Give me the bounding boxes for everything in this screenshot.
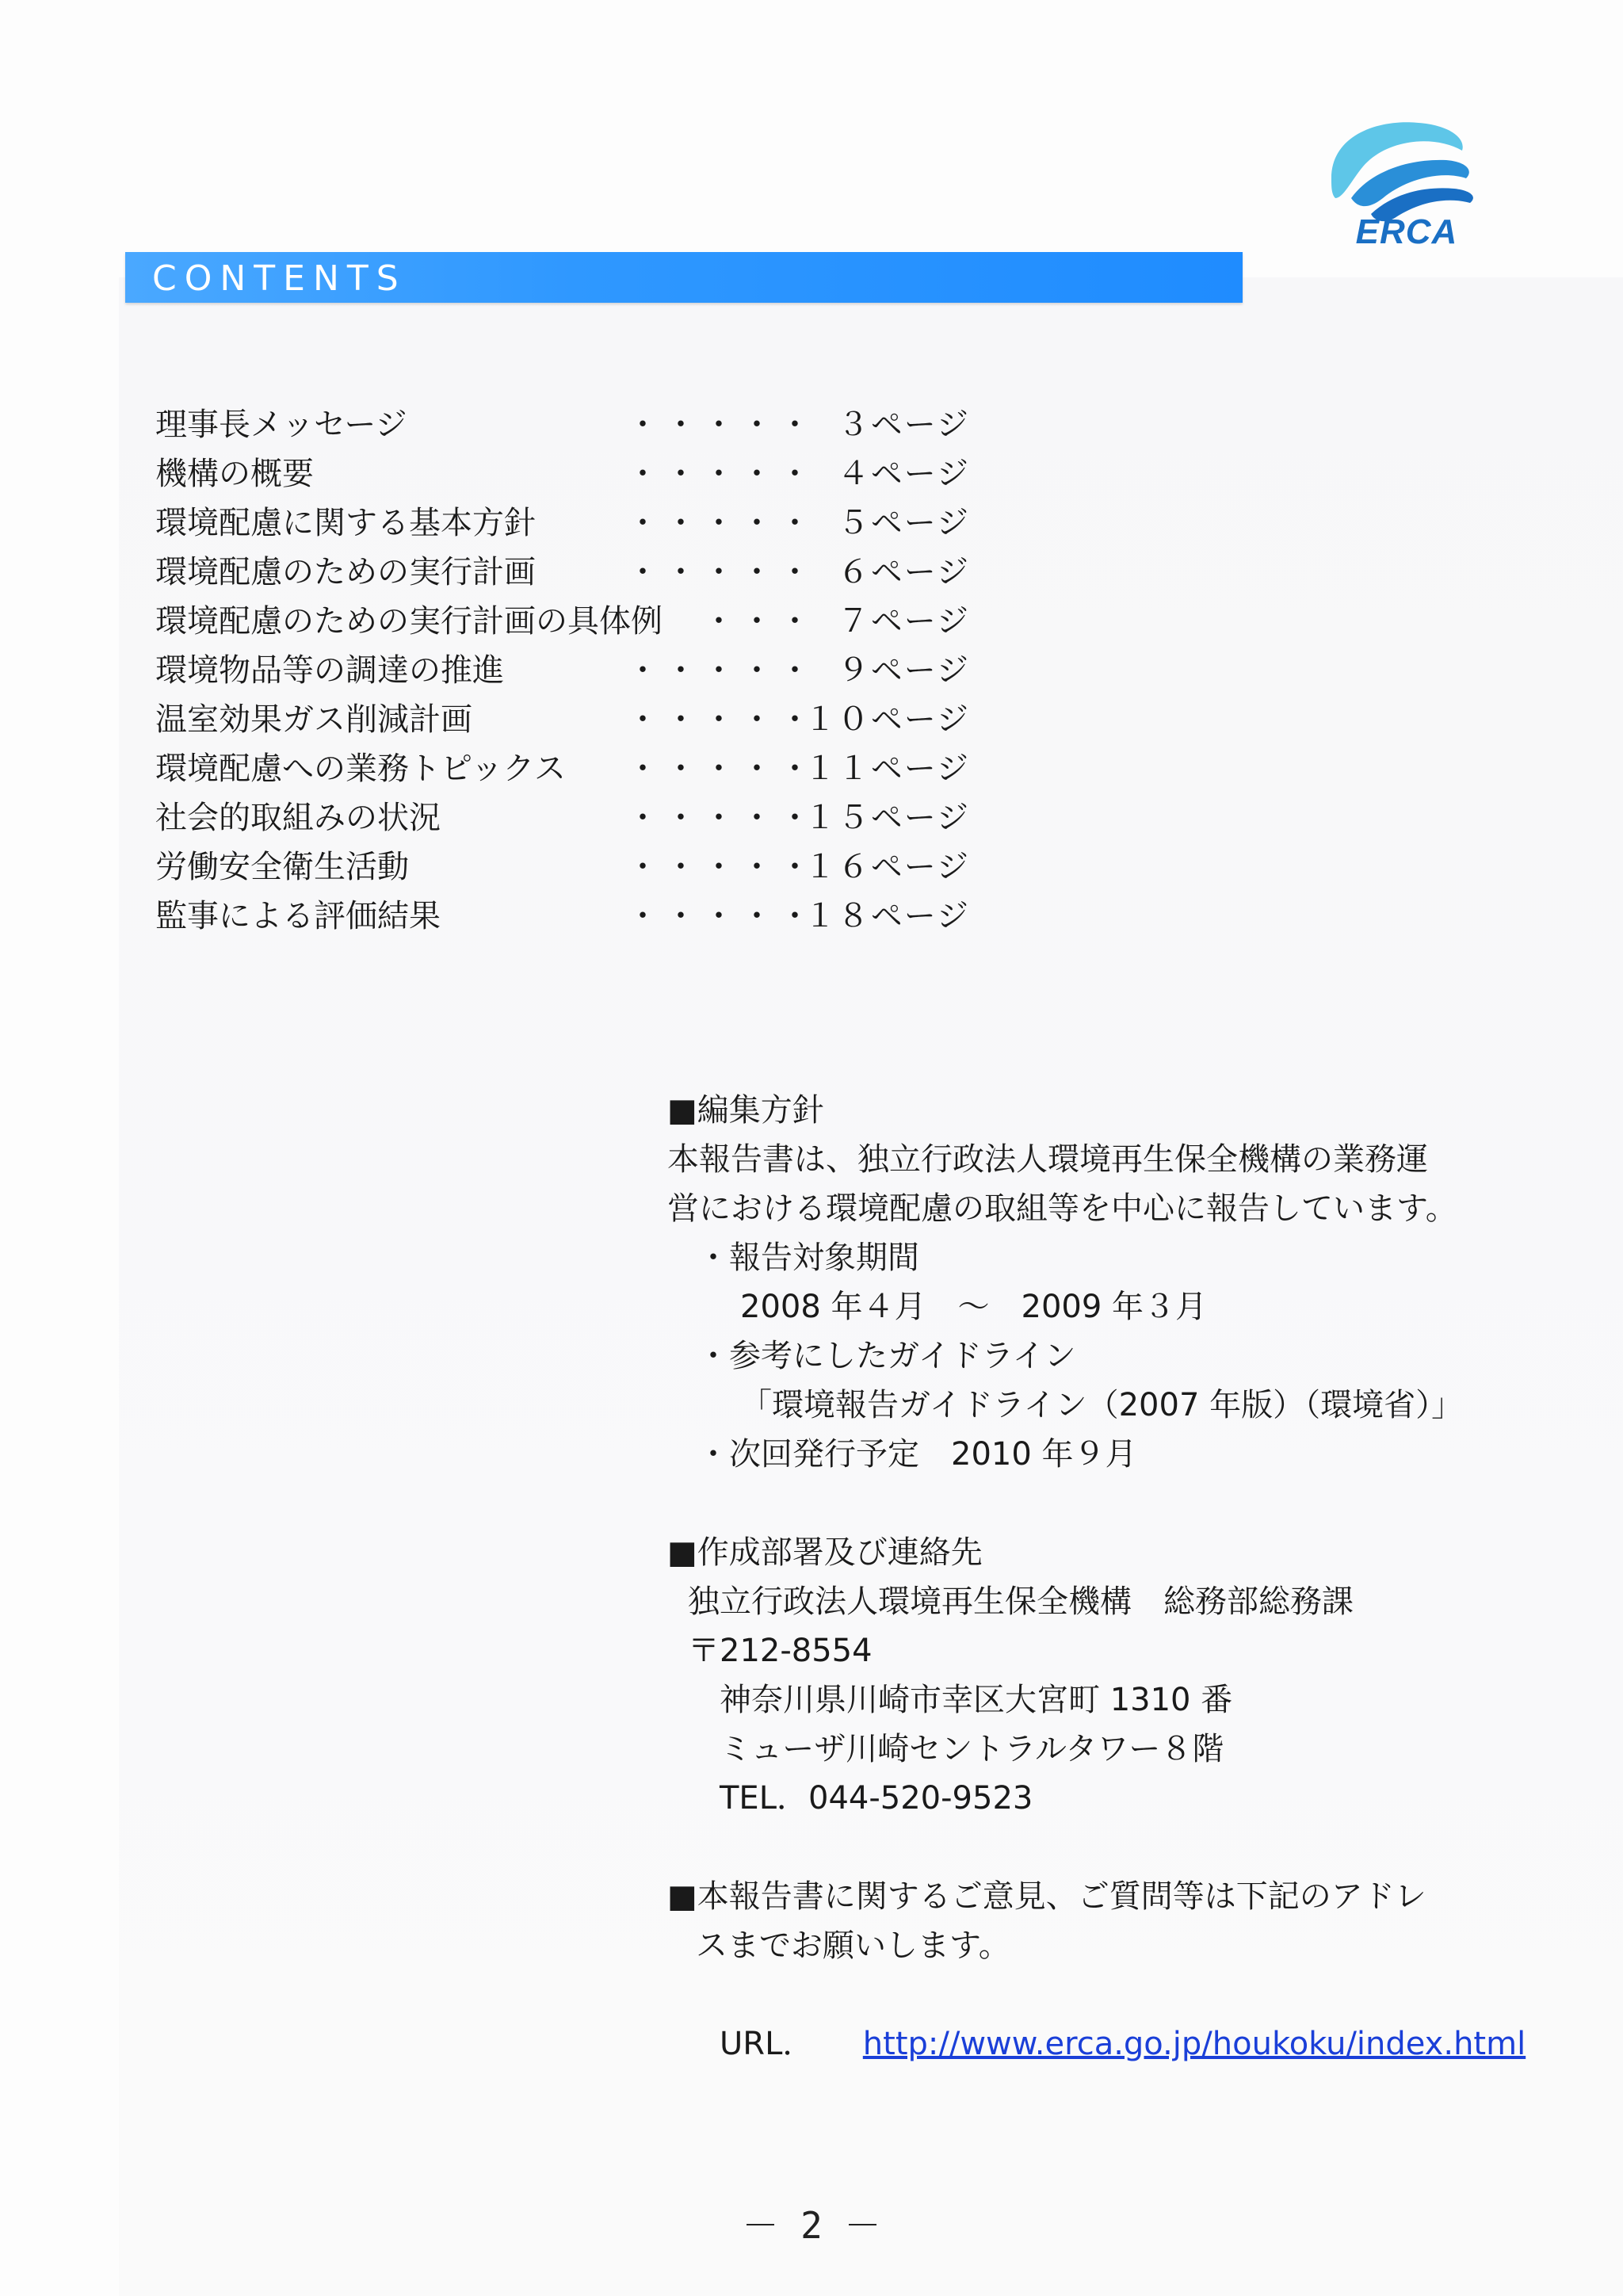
toc-item-page: １５ページ bbox=[804, 800, 970, 836]
contact-heading: ■作成部署及び連絡先 bbox=[667, 1534, 983, 1571]
toc-item-dots: ・・・・・ bbox=[627, 849, 817, 885]
toc-item-page: ６ページ bbox=[837, 554, 970, 590]
toc-item-page: ３ページ bbox=[837, 407, 970, 443]
page-number: － 2 － bbox=[742, 2204, 881, 2247]
toc-item[interactable] bbox=[155, 499, 987, 548]
contact-tel: TEL．044-520-9523 bbox=[720, 1780, 1033, 1817]
contents-banner bbox=[125, 252, 1243, 303]
toc-item-title: 環境配慮に関する基本方針 bbox=[155, 505, 536, 541]
guideline-value: 「環境報告ガイドライン（2007 年版）（環境省）」 bbox=[740, 1387, 1464, 1423]
toc-item-dots: ・・・・・ bbox=[627, 701, 817, 738]
url-row bbox=[720, 2019, 1526, 2069]
contact-address: ミューザ川崎セントラルタワー８階 bbox=[720, 1731, 1224, 1767]
toc-item-title: 環境配慮のための実行計画の具体例 bbox=[155, 603, 663, 640]
toc-item[interactable] bbox=[155, 842, 987, 892]
toc-item[interactable] bbox=[155, 400, 987, 449]
toc-item-dots: ・・・・・ bbox=[627, 505, 817, 541]
toc-item[interactable] bbox=[155, 892, 987, 941]
contact-org: 独立行政法人環境再生保全機構 総務部総務課 bbox=[688, 1584, 1354, 1620]
toc-item-dots: ・・・・・ bbox=[627, 407, 817, 443]
toc-item-title: 温室効果ガス削減計画 bbox=[155, 701, 472, 738]
toc-item[interactable] bbox=[155, 597, 987, 646]
editorial-body-line: 本報告書は、独立行政法人環境再生保全機構の業務運 bbox=[667, 1141, 1428, 1178]
contact-address: 神奈川県川崎市幸区大宮町 1310 番 bbox=[720, 1682, 1233, 1718]
toc-item-dots: ・・・・・ bbox=[627, 898, 817, 934]
toc-item-dots: ・・・・・ bbox=[627, 456, 817, 492]
toc-item-title: 労働安全衛生活動 bbox=[155, 849, 409, 885]
feedback-text: ■本報告書に関するご意見、ご質問等は下記のアドレ bbox=[667, 1878, 1426, 1915]
toc-item[interactable] bbox=[155, 793, 987, 842]
toc-item-page: １８ページ bbox=[804, 898, 970, 934]
toc-item-page: １６ページ bbox=[804, 849, 970, 885]
toc-item[interactable] bbox=[155, 646, 987, 695]
next-issue: ・次回発行予定 2010 年９月 bbox=[697, 1436, 1137, 1473]
toc-item-title: 環境物品等の調達の推進 bbox=[155, 652, 504, 689]
toc-item-title: 監事による評価結果 bbox=[155, 898, 441, 934]
feedback-url-link[interactable]: http://www.erca.go.jp/houkoku/index.html bbox=[862, 2026, 1526, 2062]
toc-item-title: 環境配慮への業務トピックス bbox=[155, 751, 566, 787]
toc-item-dots: ・・・・・ bbox=[627, 800, 817, 836]
toc-item-dots: ・・・ bbox=[703, 603, 817, 640]
toc-item-page: ９ページ bbox=[837, 652, 970, 689]
toc-item[interactable] bbox=[155, 744, 987, 793]
editorial-heading: ■編集方針 bbox=[667, 1092, 824, 1129]
editorial-body-line: 営における環境配慮の取組等を中心に報告しています。 bbox=[667, 1190, 1457, 1227]
banner-title: CONTENTS bbox=[152, 258, 407, 299]
toc-item-page: ４ページ bbox=[837, 456, 970, 492]
toc-item[interactable] bbox=[155, 449, 987, 499]
toc-item[interactable] bbox=[155, 548, 987, 597]
toc-item-page: １０ページ bbox=[804, 701, 970, 738]
toc-item-dots: ・・・・・ bbox=[627, 652, 817, 689]
logo-text: ERCA bbox=[1355, 212, 1458, 251]
toc-item-page: １１ページ bbox=[804, 751, 970, 787]
toc-item-title: 機構の概要 bbox=[155, 456, 314, 492]
feedback-text: スまでお願いします。 bbox=[696, 1927, 1010, 1964]
contact-postal: 〒212-8554 bbox=[688, 1633, 873, 1669]
toc-item-title: 環境配慮のための実行計画 bbox=[155, 554, 536, 590]
toc-item[interactable] bbox=[155, 695, 987, 744]
guideline-label: ・参考にしたガイドライン bbox=[697, 1338, 1076, 1374]
table-of-contents bbox=[155, 400, 987, 941]
toc-item-dots: ・・・・・ bbox=[627, 554, 817, 590]
period-label: ・報告対象期間 bbox=[697, 1240, 919, 1276]
url-label: URL． bbox=[720, 2026, 815, 2062]
toc-item-dots: ・・・・・ bbox=[627, 751, 817, 787]
toc-item-title: 理事長メッセージ bbox=[155, 407, 407, 443]
toc-item-page: ５ページ bbox=[837, 505, 970, 541]
toc-item-page: ７ページ bbox=[837, 603, 970, 640]
toc-item-title: 社会的取組みの状況 bbox=[155, 800, 441, 836]
period-value: 2008 年４月 ～ 2009 年３月 bbox=[740, 1289, 1208, 1325]
